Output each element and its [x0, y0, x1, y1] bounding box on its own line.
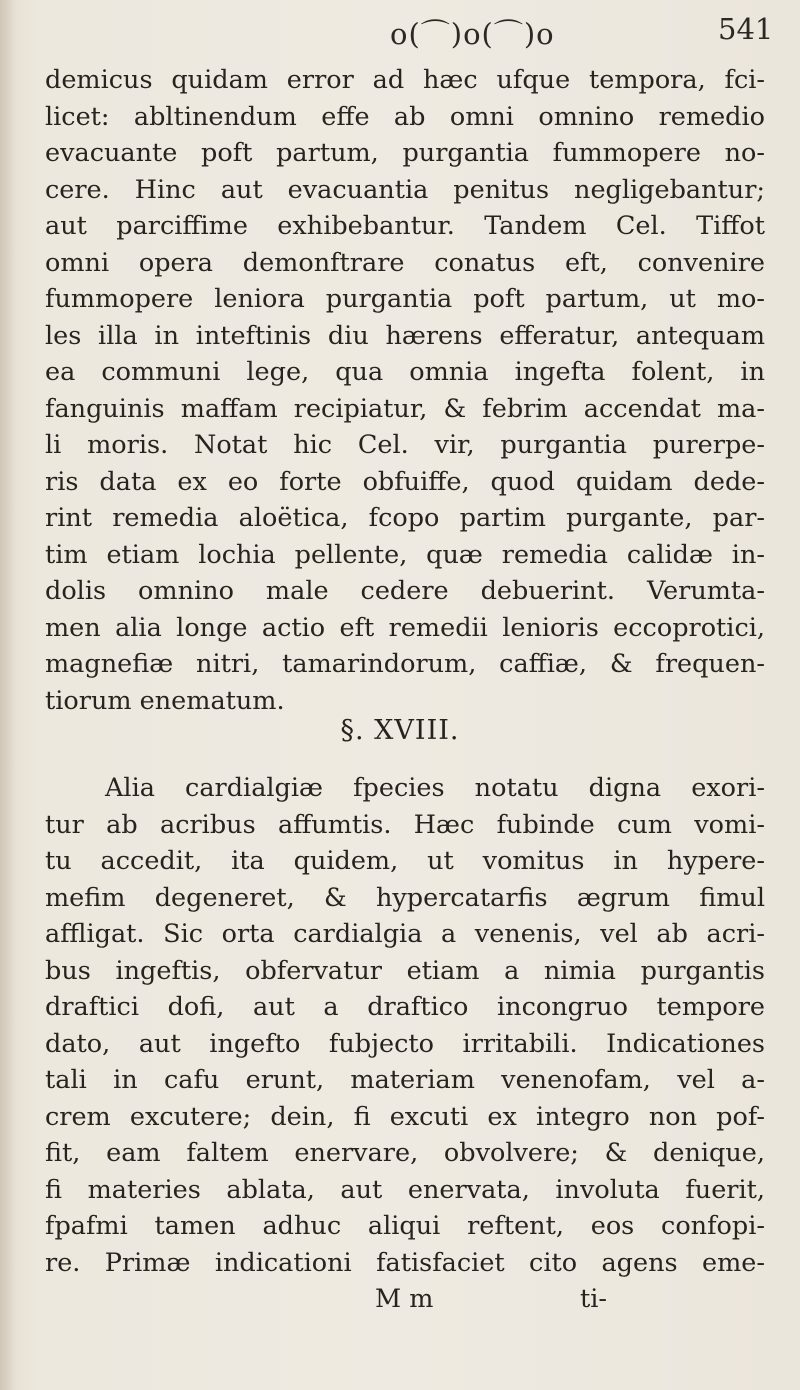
- text-line: tim etiam lochia pellente, quæ remedia calidæ in-: [45, 539, 765, 570]
- text-line: ea communi lege, qua omnia ingefta folent, in: [45, 357, 765, 387]
- text-line: les illa in inteftinis diu hærens efferatur, antequam: [45, 320, 765, 351]
- text-line: mefim degeneret, & hypercatarfis ægrum fimul: [45, 882, 765, 913]
- text-line: draftici dofi, aut a draftico incongruo tempore: [45, 992, 765, 1022]
- paragraph-1: [45, 62, 765, 719]
- text-line: tu accedit, ita quidem, ut vomitus in hypere-: [45, 846, 765, 876]
- text-line: dato, aut ingefto fubjecto irritabili. Indicationes: [45, 1028, 765, 1059]
- text-line: tali in cafu erunt, materiam venenofam, vel a-: [45, 1065, 765, 1095]
- text-line: affligat. Sic orta cardialgia a venenis, vel ab acri-: [45, 919, 765, 949]
- text-line: dolis omnino male cedere debuerint. Verumta-: [45, 576, 765, 606]
- header-ornament: o(⌒)o(⌒)o: [390, 17, 555, 51]
- text-line: crem excutere; dein, fi excuti ex integro non pof-: [45, 1101, 765, 1132]
- text-line: demicus quidam error ad hæc ufque tempora, fci-: [45, 65, 765, 95]
- text-line: ris data ex eo forte obfuiffe, quod quidam dede-: [45, 466, 765, 497]
- text-line: fanguinis maffam recipiatur, & febrim accendat ma-: [45, 393, 765, 424]
- text-line: li moris. Notat hic Cel. vir, purgantia purerpe-: [45, 430, 765, 460]
- text-line: aut parciffime exhibebantur. Tandem Cel. Tiffot: [45, 211, 765, 241]
- text-line: omni opera demonftrare conatus eft, convenire: [45, 247, 765, 278]
- signature-mark: M m: [375, 1284, 434, 1314]
- text-line: fit, eam faltem enervare, obvolvere; & denique,: [45, 1138, 765, 1168]
- text-line: Alia cardialgiæ fpecies notatu digna exori-: [105, 773, 765, 803]
- section-heading: §. XVIII.: [340, 715, 460, 746]
- footer-line: [45, 1281, 765, 1317]
- text-line: evacuante poft partum, purgantia fummopere no-: [45, 138, 765, 168]
- text-line: rint remedia aloëtica, fcopo partim purgante, par-: [45, 503, 765, 533]
- running-head: [0, 10, 800, 50]
- text-line: cere. Hinc aut evacuantia penitus negligebantur;: [45, 174, 765, 205]
- text-line: bus ingeftis, obfervatur etiam a nimia purgantis: [45, 955, 765, 986]
- text-line: fummopere leniora purgantia poft partum, ut mo-: [45, 284, 765, 314]
- text-line: men alia longe actio eft remedii lenioris eccoprotici,: [45, 612, 765, 643]
- text-line: tur ab acribus affumtis. Hæc fubinde cum vomi-: [45, 809, 765, 840]
- paragraph-2: [45, 770, 765, 1317]
- text-line: re. Primæ indicationi fatisfaciet cito agens eme-: [45, 1247, 765, 1278]
- text-line: fpafmi tamen adhuc aliqui reftent, eos confopi-: [45, 1211, 765, 1241]
- text-line: licet: abltinendum effe ab omni omnino remedio: [45, 101, 765, 132]
- text-line: magnefiæ nitri, tamarindorum, caffiæ, & frequen-: [45, 649, 765, 679]
- catchword: ti-: [580, 1284, 608, 1314]
- text-line: fi materies ablata, aut enervata, involuta fuerit,: [45, 1174, 765, 1205]
- text-line: tiorum enematum.: [45, 685, 285, 716]
- page-gutter-shadow: [0, 0, 16, 1390]
- page-number: 541: [718, 12, 774, 46]
